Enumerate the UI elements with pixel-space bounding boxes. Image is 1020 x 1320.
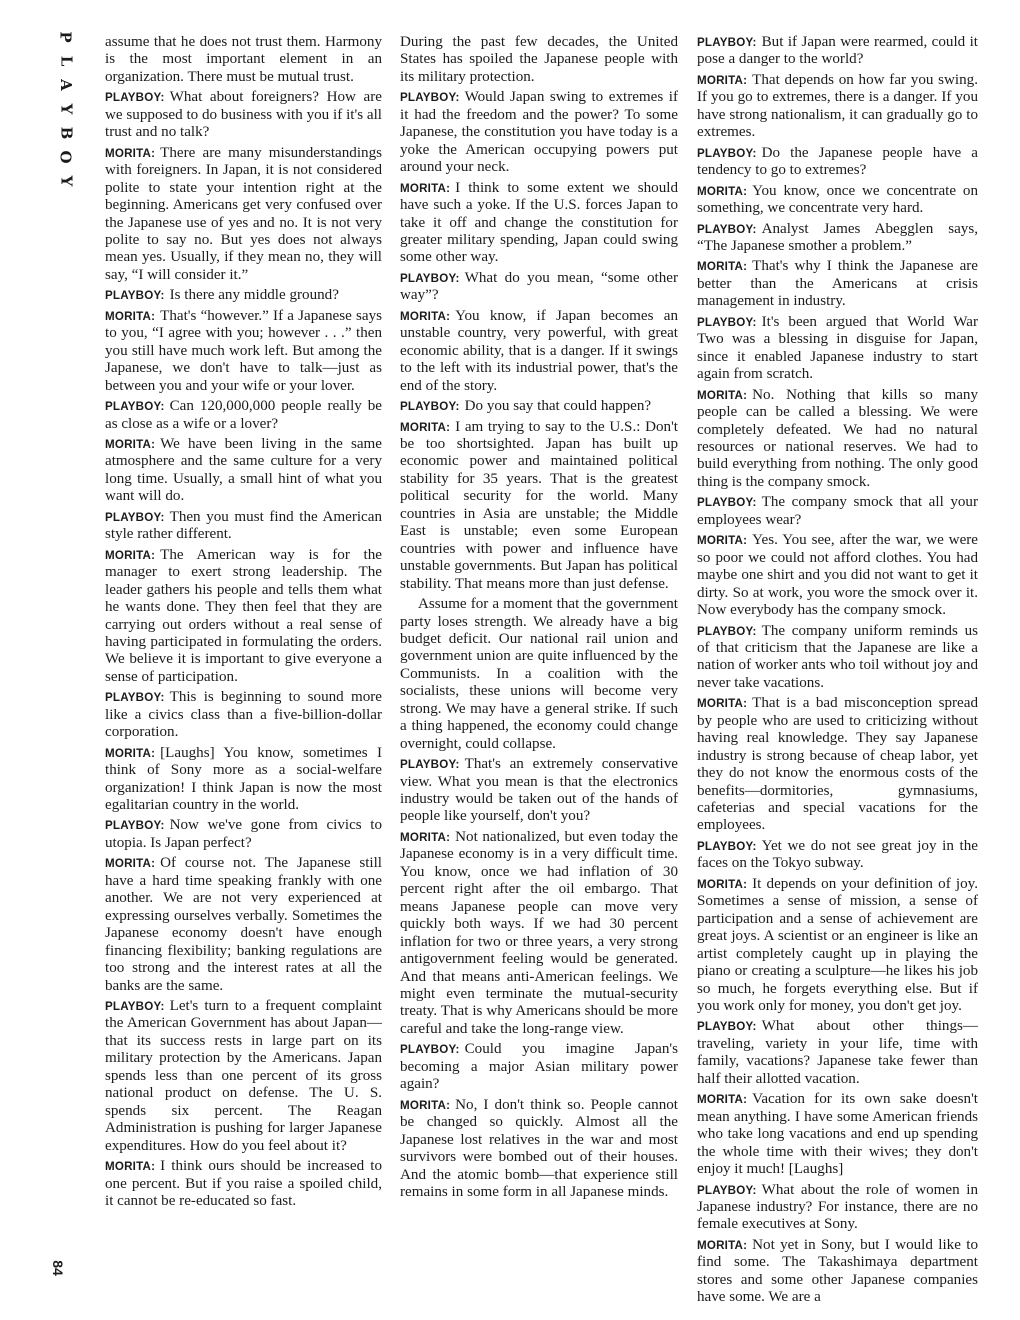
interview-paragraph: [400, 1097, 678, 1202]
interview-paragraph: [400, 270, 678, 305]
paragraph-text: Then you must find the American style rather different.: [105, 508, 382, 543]
interview-paragraph: [697, 145, 978, 180]
paragraph-text: What do you mean, “some other way”?: [400, 269, 678, 304]
speaker-label: MORITA:: [697, 260, 748, 274]
speaker-label: MORITA:: [697, 697, 748, 711]
paragraph-text: Can 120,000,000 people really be as close as a wife or a lover?: [105, 398, 382, 432]
paragraph-text: Yes. You see, after the war, we were so poor we could not afford clothes. You had maybe one shirt and you did not want to get it dirty. So at work, you wore the smock over it. Now everybody has the company smock.: [697, 532, 978, 619]
speaker-label: MORITA:: [697, 73, 748, 87]
interview-paragraph: [105, 855, 382, 995]
speaker-label: PLAYBOY:: [697, 1020, 757, 1034]
paragraph-text: No. Nothing that kills so many people can be called a blessing. We were completely defeated. We had no natural resources or national reserves. We had to build everything from nothing. The only good thing is the company smock.: [697, 386, 978, 490]
paragraph-text: Assume for a moment that the government party loses strength. We already have a big budget deficit. Our national rail union and government union are quite influenced by the Communists. In a coalition with the socialists, these unions will become very strong. We may have a general strike. If such a thing happened, the economy could change overnight, could collapse.: [400, 596, 678, 752]
speaker-label: MORITA:: [400, 309, 451, 323]
running-head-letter: P: [57, 31, 75, 43]
speaker-label: PLAYBOY:: [105, 819, 165, 833]
paragraph-text: There are many misunderstandings with foreigners. In Japan, it is not considered polite to state your intention right at the beginning. Americans get very confused over the Japanese use of yes and no. It is not very polite to say no. But yes does not always mean yes. Usually, if they mean no, they will say, “I will consider it.”: [105, 144, 382, 283]
speaker-label: PLAYBOY:: [400, 1043, 460, 1057]
text-column-1: [105, 34, 382, 1286]
interview-paragraph: [105, 1158, 382, 1210]
speaker-label: MORITA:: [105, 309, 156, 323]
interview-paragraph: [697, 1182, 978, 1234]
paragraph-text: That's why I think the Japanese are better than the Americans at crisis management in industry.: [697, 258, 978, 310]
paragraph-text: assume that he does not trust them. Harmony is the most important element in an organization. There must be mutual trust.: [105, 34, 382, 85]
paragraph-text: During the past few decades, the United States has spoiled the Japanese people with its military protection.: [400, 34, 678, 85]
paragraph-text: But if Japan were rearmed, could it pose a danger to the world?: [697, 34, 978, 68]
interview-paragraph: [697, 258, 978, 310]
paragraph-text: Not yet in Sony, but I would like to find some. The Takashimaya department stores and some other Japanese companies have some. We are a: [697, 1236, 978, 1306]
interview-paragraph: [697, 72, 978, 142]
speaker-label: PLAYBOY:: [697, 624, 757, 638]
interview-paragraph: [697, 876, 978, 1016]
speaker-label: PLAYBOY:: [105, 691, 165, 705]
paragraph-text: Vacation for its own sake doesn't mean anything. I have some American friends who take long vacations and end up spending the whole time with their wives; they don't enjoy it much! [Laughs]: [697, 1091, 978, 1178]
running-head-letter: L: [56, 55, 75, 67]
speaker-label: MORITA:: [400, 420, 451, 434]
interview-paragraph: [697, 314, 978, 384]
interview-paragraph: [697, 1091, 978, 1178]
interview-paragraph: [105, 398, 382, 433]
speaker-label: MORITA:: [697, 534, 748, 548]
interview-paragraph: [105, 547, 382, 687]
speaker-label: MORITA:: [697, 388, 748, 402]
running-head-letter: O: [56, 150, 75, 164]
paragraph-text: It depends on your definition of joy. Sometimes a sense of mission, a sense of participation and a sense of achievement are great joys. A scientist or an engineer is like an artist completely caught up in playing the piano or creating a sculpture—he likes his job so much, he forgets everything else. But if you work only for money, you don't get joy.: [697, 875, 978, 1015]
interview-paragraph: [400, 829, 678, 1038]
interview-paragraph: [697, 695, 978, 835]
interview-paragraph: [400, 419, 678, 594]
running-head: [46, 28, 86, 190]
interview-paragraph: [105, 89, 382, 141]
speaker-label: PLAYBOY:: [697, 36, 757, 49]
interview-paragraph: [105, 745, 382, 815]
interview-paragraph: [697, 1237, 978, 1307]
paragraph-text: Not nationalized, but even today the Japanese economy is in a very difficult time. You know, once we had inflation of 30 percent right after the oil embargo. That means Japanese people can move very quickly both ways. If we had 30 percent inflation for two or three years, a very strong antigovernment feeling would be generated. And that means anti-American feelings. We might even terminate the mutual-security treaty. That is why Americans should be more careful and take the long-range view.: [400, 828, 678, 1037]
interview-paragraph: [105, 817, 382, 852]
speaker-label: PLAYBOY:: [105, 510, 165, 524]
speaker-label: MORITA:: [105, 437, 156, 451]
running-head-letter: Y: [57, 103, 75, 115]
interview-paragraph: [697, 532, 978, 619]
speaker-label: PLAYBOY:: [697, 1183, 757, 1197]
running-head-letter: Y: [57, 175, 75, 187]
interview-paragraph: [400, 1041, 678, 1093]
interview-paragraph: [105, 689, 382, 741]
paragraph-text: I am trying to say to the U.S.: Don't be too shortsighted. Japan has built up economic power and maintained political stability for 35 years. That is the greatest political security for the world. Many countries in Asia are unstable; the Middle East is unstable; even some European countries with power and influence have unstable governments. But Japan has political stability. That means more than just defense.: [400, 418, 678, 592]
interview-paragraph: [105, 509, 382, 544]
paragraph-text: What about the role of women in Japanese industry? For instance, there are no female executives at Sony.: [697, 1181, 978, 1233]
speaker-label: PLAYBOY:: [697, 146, 757, 160]
interview-paragraph: [697, 1018, 978, 1088]
interview-paragraph: [697, 838, 978, 873]
paragraph-text: What about other things—traveling, variety in your life, time with family, vacations? Japanese take fewer than half their allotted vacation.: [697, 1018, 978, 1087]
interview-paragraph: [400, 398, 678, 415]
speaker-label: MORITA:: [105, 146, 156, 160]
speaker-label: MORITA:: [697, 1093, 748, 1107]
paragraph-text: Would Japan swing to extremes if it had the freedom and the power? To some Japanese, the constitution you have today is a yoke the American occupying powers put around your neck.: [400, 89, 678, 176]
interview-paragraph: [697, 221, 978, 256]
speaker-label: MORITA:: [400, 1098, 451, 1112]
speaker-label: PLAYBOY:: [105, 289, 165, 303]
paragraph-text: That's an extremely conservative view. What you mean is that the electronics industry would be taken out of the hands of people like yourself, don't you?: [400, 756, 678, 825]
interview-paragraph: [105, 287, 382, 304]
paragraph-text: That is a bad misconception spread by people who are used to criticizing without having real knowledge. They say Japanese industry is strong because of cheap labor, yet they do not know the enormous costs of the benefits—dormitories, gymnasiums, cafeterias and special vacations for the employees.: [697, 695, 978, 834]
paragraph-text: Do you say that could happen?: [464, 398, 652, 415]
speaker-label: MORITA:: [105, 746, 156, 760]
running-head-letter: A: [56, 79, 75, 91]
speaker-label: MORITA:: [105, 548, 156, 562]
paragraph-text: Now we've gone from civics to utopia. Is Japan perfect?: [105, 817, 382, 851]
interview-paragraph: [105, 34, 382, 86]
interview-paragraph: [400, 89, 678, 176]
speaker-label: PLAYBOY:: [400, 758, 460, 772]
interview-paragraph: [400, 308, 678, 395]
paragraph-text: Do the Japanese people have a tendency to go to extremes?: [697, 144, 978, 179]
paragraph-text: This is beginning to sound more like a civics class than a five-billion-dollar corporation.: [105, 689, 382, 741]
interview-paragraph: [400, 180, 678, 267]
paragraph-text: No, I don't think so. People cannot be changed so quickly. Almost all the Japanese lost relatives in the war and most survivors were bombed out of their houses. And the atomic bomb—that experience still remains in some form in all Japanese minds.: [400, 1096, 678, 1200]
interview-paragraph: [105, 436, 382, 506]
paragraph-text: Could you imagine Japan's becoming a major Asian military power again?: [400, 1041, 678, 1093]
speaker-label: MORITA:: [400, 181, 451, 195]
speaker-label: PLAYBOY:: [697, 496, 757, 510]
speaker-label: MORITA:: [697, 1238, 748, 1252]
paragraph-text: [Laughs] You know, sometimes I think of Sony more as a social-welfare organization! I think Japan is now the most egalitarian country in the world.: [105, 744, 382, 814]
interview-paragraph: [105, 308, 382, 395]
paragraph-text: Of course not. The Japanese still have a hard time speaking frankly with one another. We are not very experienced at expressing ourselves verbally. Sometimes the Japanese economy doesn't have enough financing flexibility; banking regulations are too strong and the interest rates at all the banks are the same.: [105, 855, 382, 994]
speaker-label: PLAYBOY:: [400, 91, 460, 105]
interview-paragraph: [105, 998, 382, 1155]
speaker-label: PLAYBOY:: [697, 222, 757, 236]
paragraph-text: What about foreigners? How are we supposed to do business with you if it's all trust and no talk?: [105, 89, 382, 141]
paragraph-text: Yet we do not see great joy in the faces on the Tokyo subway.: [697, 837, 978, 872]
interview-paragraph: [697, 183, 978, 218]
speaker-label: PLAYBOY:: [697, 315, 757, 329]
speaker-label: PLAYBOY:: [105, 1000, 165, 1014]
paragraph-text: You know, if Japan becomes an unstable country, very powerful, with great economic ability, that is a danger. If it swings to the left with its industrial power, that's the end of the story.: [400, 307, 678, 394]
running-head-letter: B: [57, 126, 75, 140]
speaker-label: MORITA:: [105, 1160, 156, 1174]
page-number: 84: [49, 1260, 66, 1276]
text-column-2: [400, 34, 678, 1286]
speaker-label: PLAYBOY:: [400, 400, 460, 414]
speaker-label: PLAYBOY:: [400, 271, 460, 285]
paragraph-text: That depends on how far you swing. If you go to extremes, there is a danger. If you have strong nationalism, it can gradually go to extremes.: [697, 71, 978, 141]
speaker-label: MORITA:: [697, 877, 748, 891]
interview-paragraph: [697, 387, 978, 492]
paragraph-text: Let's turn to a frequent complaint the American Government has about Japan—that its success rests in large part on its military protection by the Americans. Japan spends less than one percent of its gross national product on defense. The U. S. spends six percent. The Reagan Administration is pushing for larger Japanese expenditures. How do you feel about it?: [105, 998, 382, 1154]
paragraph-text: I think to some extent we should have such a yoke. If the U.S. forces Japan to take it off and change the constitution for greater military spending, Japan could swing some other way.: [400, 179, 678, 266]
paragraph-text: The company uniform reminds us of that criticism that the Japanese are like a nation of worker ants who toil without joy and never take vacations.: [697, 622, 978, 691]
interview-paragraph: [697, 494, 978, 529]
paragraph-text: Is there any middle ground?: [169, 287, 339, 304]
interview-paragraph: [697, 34, 978, 69]
interview-paragraph: [400, 596, 678, 753]
text-column-3: [697, 34, 978, 1306]
paragraph-text: The American way is for the manager to exert strong leadership. The leader gathers his people and tells them what he wants done. They then feel that they are carrying out orders without a real sense of having participated in formulating the orders. We believe it is important to give everyone a sense of participation.: [105, 546, 382, 685]
paragraph-text: The company smock that all your employees wear?: [697, 494, 978, 528]
paragraph-text: You know, once we concentrate on something, we concentrate very hard.: [697, 182, 978, 217]
interview-paragraph: [400, 756, 678, 826]
speaker-label: MORITA:: [105, 857, 156, 871]
speaker-label: MORITA:: [697, 184, 748, 198]
paragraph-text: We have been living in the same atmosphere and the same culture for a very long time. Usually, a small hint of what you want will do.: [105, 435, 382, 505]
speaker-label: PLAYBOY:: [697, 839, 757, 853]
interview-paragraph: [400, 34, 678, 86]
paragraph-text: That's “however.” If a Japanese says to you, “I agree with you; however . . .” then you still have much work left. But among the Japanese, we don't have to talk—just as between you and your wife or your lover.: [105, 307, 382, 394]
paragraph-text: It's been argued that World War Two was a blessing in disguise for Japan, since it enabled Japanese industry to start again from scratch.: [697, 313, 978, 383]
paragraph-text: Analyst James Abegglen says, “The Japanese smother a problem.”: [697, 220, 978, 254]
speaker-label: PLAYBOY:: [105, 91, 165, 105]
interview-paragraph: [697, 623, 978, 693]
paragraph-text: I think ours should be increased to one percent. But if you raise a spoiled child, it cannot be re-educated so fast.: [105, 1158, 382, 1209]
interview-paragraph: [105, 145, 382, 285]
speaker-label: PLAYBOY:: [105, 400, 165, 414]
speaker-label: MORITA:: [400, 830, 451, 844]
